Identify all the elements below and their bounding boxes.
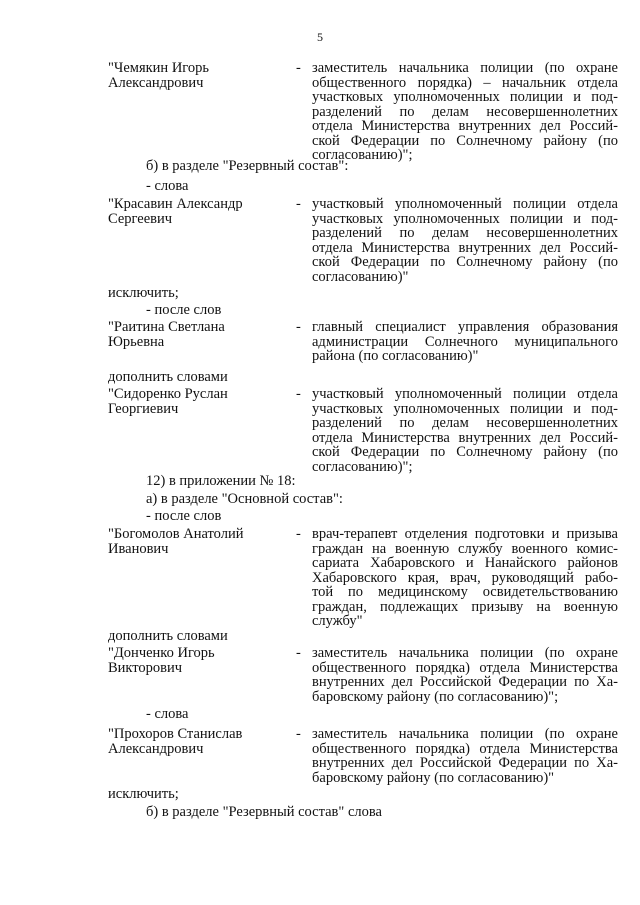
paragraph-b-reserve-2: б) в разделе "Резервный состав" слова [146,804,382,820]
description-line: отдела Министерства внутренних дел Россий- [312,118,618,134]
description-line: отдела Министерства внутренних дел Россий- [312,239,618,256]
description-line: той по медицинскому освидетельствованию [312,584,618,600]
description-line: внутренних дел Российской Федерации по Ха- [312,755,618,771]
person-name [108,527,288,556]
description-line: заместитель начальника полиции (по охране [312,60,618,76]
description-line: баровскому району (по согласованию)" [312,769,555,786]
description-line: сариата Хабаровского и Нанайского районов [312,555,618,571]
paragraph-slova-2: - слова [146,706,189,722]
person-name [108,61,288,90]
position-description [312,320,618,364]
position-description [312,527,618,629]
description-line: внутренних дел Российской Федерации по Ха- [312,674,618,690]
description-line: участковый уполномоченный полиции отдела [312,196,618,212]
person-name [108,646,288,675]
description-line: участковый уполномоченный полиции отдела [312,386,618,402]
paragraph-slova: - слова [146,178,189,194]
description-line: врач-терапевт отделения подготовки и призыва [312,526,618,542]
position-description [312,197,618,284]
description-line: ской Федерации по Солнечному району (по [312,132,618,149]
name-line: "Красавин Александр [108,196,243,212]
paragraph-isklyuchit: исключить; [108,285,179,301]
description-line: согласованию)" [312,268,409,285]
paragraph-item-12: 12) в приложении № 18: [146,473,296,489]
description-line: разделений по делам несовершеннолетних [312,415,618,431]
description-line: администрации Солнечного муниципального [312,333,618,350]
dash: - [296,645,301,661]
name-line: "Прохоров Станислав [108,726,243,742]
name-line: "Донченко Игорь [108,645,215,661]
description-line: заместитель начальника полиции (по охране [312,645,618,661]
position-description [312,646,618,704]
name-line: Александрович [108,74,204,91]
paragraph-dopolnit-2: дополнить словами [108,628,228,644]
description-line: отдела Министерства внутренних дел Россий- [312,429,618,446]
description-line: Хабаровского края, врач, руководящий рабо- [312,569,618,586]
name-line: Георгиевич [108,400,179,417]
dash: - [296,526,301,542]
description-line: согласованию)"; [312,458,413,475]
description-line: разделений по делам несовершеннолетних [312,225,618,241]
name-line: Юрьевна [108,333,165,350]
paragraph-a-main: а) в разделе "Основной состав": [146,491,343,507]
dash: - [296,386,301,402]
description-line: участковых уполномоченных полиции и под- [312,400,618,417]
name-line: "Раитина Светлана [108,319,225,335]
paragraph-posle-slov-2: - после слов [146,508,222,524]
description-line: участковых уполномоченных полиции и под- [312,210,618,227]
paragraph-posle-slov: - после слов [146,302,222,318]
position-description [312,387,618,474]
description-line: ской Федерации по Солнечному району (по [312,444,618,460]
name-line: "Сидоренко Руслан [108,386,228,402]
name-line: Александрович [108,740,204,757]
name-line: "Чемякин Игорь [108,60,209,76]
description-line: ской Федерации по Солнечному району (по [312,254,618,270]
person-name [108,727,288,756]
description-line: заместитель начальника полиции (по охране [312,726,618,742]
dash: - [296,60,301,76]
paragraph-dopolnit: дополнить словами [108,369,228,385]
page-number: 5 [317,30,323,44]
description-line: общественного порядка) – начальник отдела [312,74,618,91]
position-description [312,727,618,785]
person-name [108,387,288,416]
dash: - [296,319,301,335]
position-description [312,61,618,163]
person-name [108,320,288,349]
description-line: главный специалист управления образования [312,319,618,335]
description-line: участковых уполномоченных полиции и под- [312,89,618,105]
dash: - [296,196,301,212]
name-line: Иванович [108,540,169,557]
description-line: общественного порядка) отдела Министерства [312,659,618,676]
name-line: "Богомолов Анатолий [108,526,244,542]
description-line: баровскому району (по согласованию)"; [312,688,559,705]
person-name [108,197,288,226]
paragraph-b-reserve: б) в разделе "Резервный состав": [146,158,349,174]
description-line: разделений по делам несовершеннолетних [312,103,618,120]
description-line: службу" [312,613,363,629]
description-line: общественного порядка) отдела Министерства [312,740,618,757]
dash: - [296,726,301,742]
name-line: Сергеевич [108,210,173,227]
paragraph-isklyuchit-2: исключить; [108,786,179,802]
description-line: граждан, подлежащих призыву на военную [312,598,618,615]
description-line: согласованию)"; [312,147,413,163]
description-line: района (по согласованию)" [312,348,479,364]
description-line: граждан на военную службу военного комис- [312,540,618,557]
name-line: Викторович [108,659,183,676]
